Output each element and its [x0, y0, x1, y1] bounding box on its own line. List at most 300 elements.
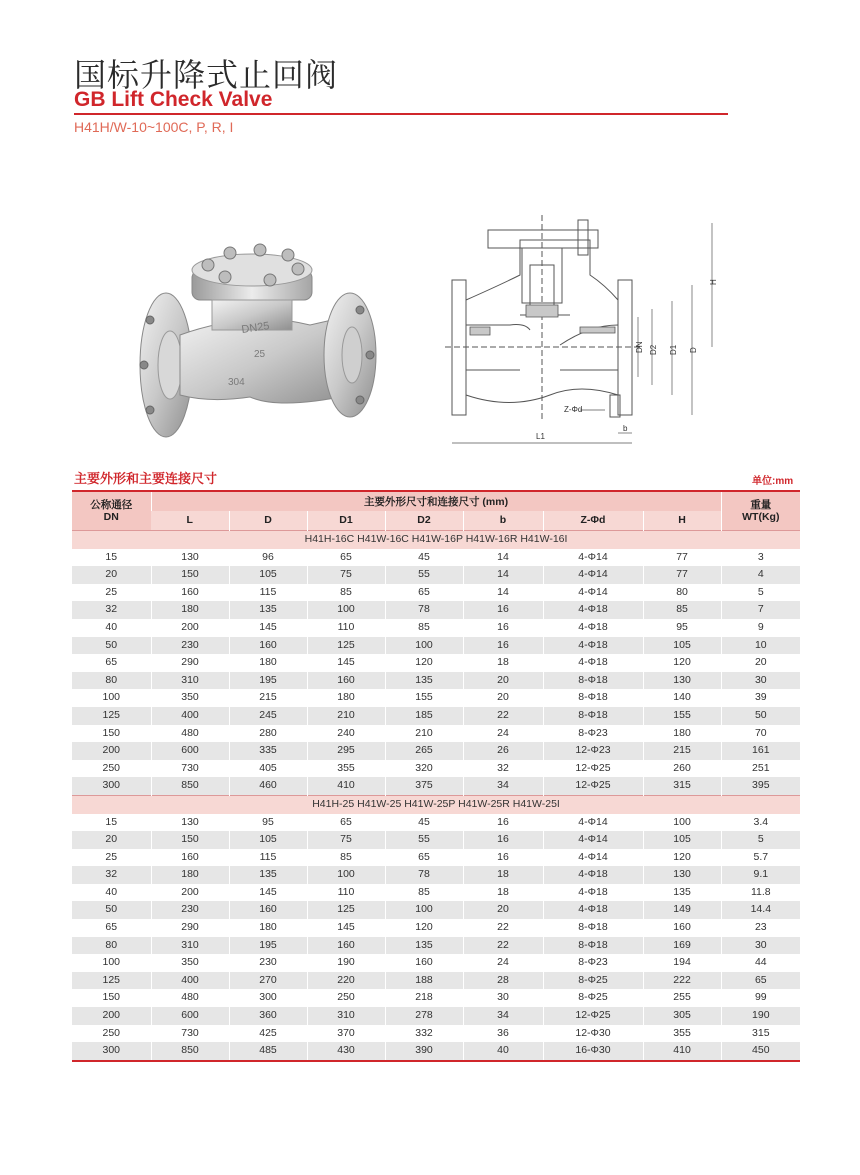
table-cell: 220: [307, 972, 385, 990]
table-cell: 40: [463, 1042, 543, 1061]
table-cell: 149: [643, 901, 721, 919]
table-cell: 65: [72, 654, 151, 672]
table-cell: 20: [72, 566, 151, 584]
table-cell: 18: [463, 866, 543, 884]
table-cell: 105: [643, 831, 721, 849]
table-cell: 16: [463, 637, 543, 655]
table-cell: 85: [307, 584, 385, 602]
model-group-label: H41H-25 H41W-25 H41W-25P H41W-25R H41W-25I: [72, 795, 800, 813]
table-cell: 65: [385, 849, 463, 867]
table-cell: 115: [229, 584, 307, 602]
table-cell: 160: [643, 919, 721, 937]
table-row: [72, 972, 800, 990]
table-cell: 4-Φ18: [543, 901, 643, 919]
table-cell: 315: [643, 777, 721, 795]
dim-label-dn: DN: [635, 341, 644, 353]
table-row: [72, 654, 800, 672]
table-cell: 125: [72, 707, 151, 725]
table-cell: 300: [229, 989, 307, 1007]
table-cell: 155: [643, 707, 721, 725]
table-row: [72, 814, 800, 832]
table-cell: 230: [229, 954, 307, 972]
table-cell: 850: [151, 1042, 229, 1061]
table-cell: 450: [721, 1042, 800, 1061]
table-row: [72, 1025, 800, 1043]
table-cell: 120: [385, 654, 463, 672]
table-cell: 125: [72, 972, 151, 990]
unit-label: 单位:mm: [752, 476, 794, 487]
header-weight: 重量 WT(Kg): [721, 491, 800, 531]
table-cell: 120: [643, 654, 721, 672]
table-cell: 400: [151, 972, 229, 990]
table-cell: 230: [151, 637, 229, 655]
table-cell: 20: [463, 672, 543, 690]
table-cell: 15: [72, 549, 151, 567]
table-cell: 430: [307, 1042, 385, 1061]
table-cell: 480: [151, 989, 229, 1007]
table-cell: 188: [385, 972, 463, 990]
table-cell: 44: [721, 954, 800, 972]
col-header-zd: Z-Φd: [543, 511, 643, 531]
dim-label-l1: L1: [536, 432, 545, 441]
table-cell: 100: [643, 814, 721, 832]
dim-label-h: H: [709, 279, 718, 285]
table-row: [72, 689, 800, 707]
header-dn: 公称通径 DN: [72, 491, 151, 531]
table-cell: 95: [229, 814, 307, 832]
table-cell: 20: [721, 654, 800, 672]
table-cell: 32: [72, 601, 151, 619]
table-row: [72, 849, 800, 867]
table-cell: 215: [229, 689, 307, 707]
table-cell: 77: [643, 549, 721, 567]
table-cell: 100: [72, 689, 151, 707]
table-cell: 110: [307, 619, 385, 637]
table-cell: 600: [151, 742, 229, 760]
table-cell: 34: [463, 777, 543, 795]
table-cell: 14: [463, 584, 543, 602]
table-cell: 85: [385, 884, 463, 902]
table-row: [72, 1007, 800, 1025]
table-cell: 12-Φ30: [543, 1025, 643, 1043]
table-cell: 8-Φ18: [543, 672, 643, 690]
table-cell: 100: [385, 901, 463, 919]
table-cell: 4-Φ18: [543, 637, 643, 655]
table-cell: 4-Φ14: [543, 849, 643, 867]
table-cell: 335: [229, 742, 307, 760]
table-cell: 350: [151, 954, 229, 972]
table-cell: 105: [229, 831, 307, 849]
table-cell: 50: [72, 637, 151, 655]
table-row: [72, 672, 800, 690]
table-cell: 370: [307, 1025, 385, 1043]
table-cell: 12-Φ25: [543, 1007, 643, 1025]
table-cell: 295: [307, 742, 385, 760]
table-cell: 32: [463, 760, 543, 778]
table-cell: 78: [385, 601, 463, 619]
title-divider: [74, 113, 728, 115]
table-cell: 180: [229, 919, 307, 937]
table-cell: 22: [463, 937, 543, 955]
table-cell: 130: [151, 814, 229, 832]
table-cell: 265: [385, 742, 463, 760]
table-row: [72, 1042, 800, 1061]
table-cell: 315: [721, 1025, 800, 1043]
table-cell: 332: [385, 1025, 463, 1043]
table-cell: 8-Φ23: [543, 725, 643, 743]
table-cell: 70: [721, 725, 800, 743]
table-cell: 190: [721, 1007, 800, 1025]
table-row: [72, 760, 800, 778]
table-cell: 30: [721, 672, 800, 690]
table-cell: 200: [151, 619, 229, 637]
table-row: [72, 937, 800, 955]
table-cell: 65: [307, 549, 385, 567]
table-cell: 36: [463, 1025, 543, 1043]
table-cell: 25: [72, 584, 151, 602]
table-cell: 125: [307, 637, 385, 655]
table-cell: 210: [385, 725, 463, 743]
table-cell: 130: [643, 866, 721, 884]
table-cell: 25: [72, 849, 151, 867]
model-group-row: [72, 795, 800, 813]
table-cell: 8-Φ18: [543, 937, 643, 955]
table-cell: 105: [643, 637, 721, 655]
table-cell: 30: [721, 937, 800, 955]
table-cell: 4: [721, 566, 800, 584]
table-cell: 160: [151, 849, 229, 867]
table-cell: 4-Φ14: [543, 549, 643, 567]
page-title-en: GB Lift Check Valve: [74, 88, 273, 111]
table-row: [72, 989, 800, 1007]
table-cell: 40: [72, 619, 151, 637]
dim-label-d1: D1: [669, 344, 678, 355]
table-cell: 11.8: [721, 884, 800, 902]
table-row: [72, 831, 800, 849]
table-cell: 9: [721, 619, 800, 637]
table-cell: 16: [463, 831, 543, 849]
dim-label-d: D: [689, 347, 698, 353]
table-cell: 80: [72, 672, 151, 690]
table-cell: 14: [463, 549, 543, 567]
table-cell: 180: [151, 866, 229, 884]
table-cell: 15: [72, 814, 151, 832]
table-cell: 730: [151, 1025, 229, 1043]
table-row: [72, 742, 800, 760]
table-cell: 160: [385, 954, 463, 972]
table-cell: 85: [307, 849, 385, 867]
table-cell: 65: [385, 584, 463, 602]
table-cell: 4-Φ18: [543, 619, 643, 637]
table-cell: 24: [463, 954, 543, 972]
page-title-cn: 国标升降式止回阀: [74, 56, 339, 94]
table-cell: 360: [229, 1007, 307, 1025]
table-cell: 16: [463, 814, 543, 832]
table-row: [72, 866, 800, 884]
table-cell: 355: [643, 1025, 721, 1043]
table-row: [72, 777, 800, 795]
table-cell: 850: [151, 777, 229, 795]
table-cell: 78: [385, 866, 463, 884]
table-cell: 4-Φ14: [543, 831, 643, 849]
table-cell: 24: [463, 725, 543, 743]
valve-photo: [130, 225, 390, 445]
table-cell: 135: [229, 866, 307, 884]
table-cell: 305: [643, 1007, 721, 1025]
table-row: [72, 725, 800, 743]
table-cell: 290: [151, 654, 229, 672]
table-cell: 180: [151, 601, 229, 619]
table-cell: 215: [643, 742, 721, 760]
table-cell: 8-Φ25: [543, 972, 643, 990]
dim-label-b: b: [623, 424, 628, 433]
table-cell: 230: [151, 901, 229, 919]
table-cell: 96: [229, 549, 307, 567]
table-cell: 4-Φ14: [543, 584, 643, 602]
table-cell: 410: [643, 1042, 721, 1061]
table-cell: 55: [385, 566, 463, 584]
table-cell: 12-Φ23: [543, 742, 643, 760]
col-header-l: L: [151, 511, 229, 531]
model-group-row: [72, 531, 800, 549]
table-cell: 22: [463, 919, 543, 937]
table-cell: 350: [151, 689, 229, 707]
table-cell: 75: [307, 831, 385, 849]
table-cell: 310: [151, 937, 229, 955]
table-cell: 260: [643, 760, 721, 778]
table-cell: 8-Φ18: [543, 689, 643, 707]
table-cell: 195: [229, 672, 307, 690]
table-cell: 14: [463, 566, 543, 584]
spec-table: [72, 490, 800, 1062]
table-cell: 4-Φ18: [543, 884, 643, 902]
table-cell: 405: [229, 760, 307, 778]
model-range: H41H/W-10~100C, P, R, I: [74, 119, 234, 135]
table-cell: 8-Φ23: [543, 954, 643, 972]
table-cell: 7: [721, 601, 800, 619]
table-cell: 150: [151, 831, 229, 849]
table-cell: 425: [229, 1025, 307, 1043]
table-cell: 135: [385, 672, 463, 690]
table-cell: 355: [307, 760, 385, 778]
table-cell: 200: [72, 742, 151, 760]
table-cell: 195: [229, 937, 307, 955]
photo-mark-dn: DN25: [240, 320, 271, 336]
table-cell: 395: [721, 777, 800, 795]
photo-mark-mat: 304: [228, 377, 245, 388]
table-cell: 270: [229, 972, 307, 990]
table-row: [72, 637, 800, 655]
table-cell: 145: [307, 654, 385, 672]
table-cell: 16-Φ30: [543, 1042, 643, 1061]
table-cell: 130: [151, 549, 229, 567]
table-cell: 160: [229, 637, 307, 655]
table-cell: 110: [307, 884, 385, 902]
valve-section-drawing: [430, 205, 730, 455]
table-cell: 240: [307, 725, 385, 743]
spec-table-body: [72, 531, 800, 1061]
table-cell: 4-Φ14: [543, 566, 643, 584]
table-cell: 3: [721, 549, 800, 567]
col-header-d2: D2: [385, 511, 463, 531]
table-cell: 16: [463, 601, 543, 619]
table-cell: 23: [721, 919, 800, 937]
table-cell: 4-Φ18: [543, 866, 643, 884]
table-cell: 485: [229, 1042, 307, 1061]
table-cell: 65: [721, 972, 800, 990]
table-cell: 77: [643, 566, 721, 584]
table-cell: 145: [229, 884, 307, 902]
table-cell: 218: [385, 989, 463, 1007]
section-title: 主要外形和主要连接尺寸: [74, 471, 218, 486]
col-header-d1: D1: [307, 511, 385, 531]
table-cell: 50: [72, 901, 151, 919]
table-cell: 250: [307, 989, 385, 1007]
table-cell: 26: [463, 742, 543, 760]
table-cell: 480: [151, 725, 229, 743]
table-cell: 278: [385, 1007, 463, 1025]
table-cell: 160: [229, 901, 307, 919]
table-cell: 180: [307, 689, 385, 707]
table-cell: 300: [72, 1042, 151, 1061]
table-row: [72, 549, 800, 567]
table-row: [72, 619, 800, 637]
table-cell: 65: [307, 814, 385, 832]
table-cell: 150: [72, 725, 151, 743]
table-row: [72, 707, 800, 725]
table-cell: 600: [151, 1007, 229, 1025]
table-row: [72, 601, 800, 619]
table-cell: 5.7: [721, 849, 800, 867]
table-cell: 145: [307, 919, 385, 937]
table-cell: 8-Φ18: [543, 707, 643, 725]
table-cell: 22: [463, 707, 543, 725]
table-cell: 300: [72, 777, 151, 795]
table-cell: 4-Φ18: [543, 654, 643, 672]
table-row: [72, 566, 800, 584]
table-cell: 145: [229, 619, 307, 637]
table-cell: 100: [307, 866, 385, 884]
table-cell: 290: [151, 919, 229, 937]
table-cell: 100: [72, 954, 151, 972]
table-row: [72, 901, 800, 919]
table-cell: 194: [643, 954, 721, 972]
table-cell: 45: [385, 814, 463, 832]
table-cell: 120: [643, 849, 721, 867]
table-cell: 16: [463, 849, 543, 867]
dim-label-zd: Z-Φd: [564, 405, 583, 414]
table-cell: 310: [307, 1007, 385, 1025]
table-cell: 180: [229, 654, 307, 672]
dim-label-d2: D2: [649, 344, 658, 355]
table-cell: 730: [151, 760, 229, 778]
table-cell: 14.4: [721, 901, 800, 919]
table-cell: 12-Φ25: [543, 760, 643, 778]
table-cell: 190: [307, 954, 385, 972]
col-header-h: H: [643, 511, 721, 531]
table-cell: 255: [643, 989, 721, 1007]
table-cell: 210: [307, 707, 385, 725]
table-cell: 100: [307, 601, 385, 619]
table-cell: 130: [643, 672, 721, 690]
table-cell: 20: [463, 901, 543, 919]
table-cell: 150: [72, 989, 151, 1007]
model-group-label: H41H-16C H41W-16C H41W-16P H41W-16R H41W-16I: [72, 531, 800, 549]
table-cell: 280: [229, 725, 307, 743]
table-cell: 20: [463, 689, 543, 707]
table-cell: 120: [385, 919, 463, 937]
table-row: [72, 919, 800, 937]
photo-mark-pn: 25: [254, 349, 266, 360]
table-cell: 8-Φ25: [543, 989, 643, 1007]
table-cell: 85: [385, 619, 463, 637]
table-cell: 310: [151, 672, 229, 690]
table-cell: 185: [385, 707, 463, 725]
table-cell: 80: [72, 937, 151, 955]
table-row: [72, 584, 800, 602]
table-cell: 200: [151, 884, 229, 902]
col-header-b: b: [463, 511, 543, 531]
table-cell: 320: [385, 760, 463, 778]
table-cell: 10: [721, 637, 800, 655]
table-cell: 34: [463, 1007, 543, 1025]
table-cell: 4-Φ14: [543, 814, 643, 832]
table-cell: 45: [385, 549, 463, 567]
table-cell: 251: [721, 760, 800, 778]
table-cell: 161: [721, 742, 800, 760]
table-cell: 390: [385, 1042, 463, 1061]
table-cell: 99: [721, 989, 800, 1007]
table-cell: 160: [151, 584, 229, 602]
col-header-d: D: [229, 511, 307, 531]
table-cell: 169: [643, 937, 721, 955]
table-row: [72, 954, 800, 972]
table-row: [72, 884, 800, 902]
table-cell: 28: [463, 972, 543, 990]
table-cell: 250: [72, 760, 151, 778]
table-cell: 12-Φ25: [543, 777, 643, 795]
table-cell: 105: [229, 566, 307, 584]
table-cell: 16: [463, 619, 543, 637]
table-cell: 180: [643, 725, 721, 743]
table-cell: 4-Φ18: [543, 601, 643, 619]
table-cell: 160: [307, 672, 385, 690]
table-cell: 222: [643, 972, 721, 990]
table-cell: 460: [229, 777, 307, 795]
table-cell: 250: [72, 1025, 151, 1043]
table-cell: 65: [72, 919, 151, 937]
table-cell: 135: [229, 601, 307, 619]
table-cell: 140: [643, 689, 721, 707]
table-cell: 85: [643, 601, 721, 619]
table-cell: 150: [151, 566, 229, 584]
table-cell: 410: [307, 777, 385, 795]
table-cell: 115: [229, 849, 307, 867]
table-cell: 9.1: [721, 866, 800, 884]
table-cell: 39: [721, 689, 800, 707]
table-cell: 8-Φ18: [543, 919, 643, 937]
table-cell: 5: [721, 584, 800, 602]
table-cell: 40: [72, 884, 151, 902]
table-cell: 32: [72, 866, 151, 884]
table-cell: 200: [72, 1007, 151, 1025]
table-cell: 18: [463, 654, 543, 672]
table-cell: 20: [72, 831, 151, 849]
table-cell: 125: [307, 901, 385, 919]
table-cell: 55: [385, 831, 463, 849]
table-cell: 100: [385, 637, 463, 655]
table-cell: 375: [385, 777, 463, 795]
